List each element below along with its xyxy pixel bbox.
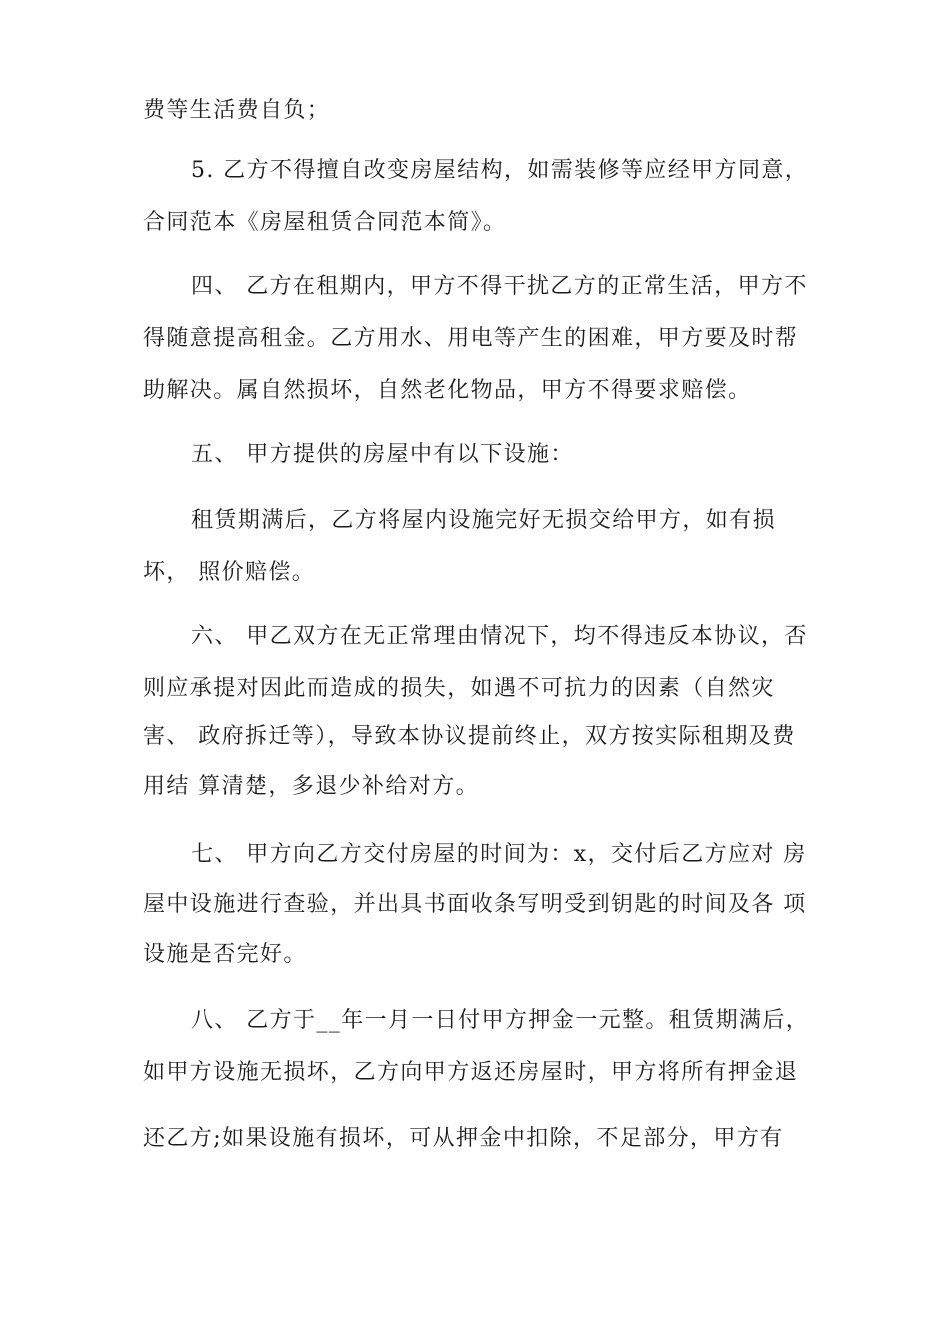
text-line: 设施是否完好。 (143, 942, 307, 967)
text-line: 五、 甲方提供的房屋中有以下设施： (191, 442, 574, 467)
text-line: 屋中设施进行查验，并出具书面收条写明受到钥匙的时间及各 项 (143, 892, 807, 917)
text-line: 害、 政府拆迁等），导致本协议提前终止，双方按实际租期及费 (143, 724, 796, 749)
text-line: 5. 乙方不得擅自改变房屋结构，如需装修等应经甲方同意， (191, 158, 809, 183)
text-line: 八、 乙方于__年一月一日付甲方押金一元整。租赁期满后， (191, 1008, 810, 1033)
text-line: 费等生活费自负； (143, 98, 331, 123)
text-line: 则应承提对因此而造成的损失，如遇不可抗力的因素（自然灾 (143, 676, 775, 701)
text-line: 坏， 照价赔偿。 (143, 560, 316, 585)
text-line: 七、 甲方向乙方交付房屋的时间为：x，交付后乙方应对 房 (191, 842, 807, 867)
text-line: 四、 乙方在租期内，甲方不得干扰乙方的正常生活，甲方不 (191, 274, 808, 299)
text-line: 用结 算清楚，多退少补给对方。 (143, 774, 479, 799)
text-line: 租赁期满后，乙方将屋内设施完好无损交给甲方，如有损 (191, 508, 777, 533)
text-line: 得随意提高租金。乙方用水、用电等产生的困难，甲方要及时帮 (143, 326, 799, 351)
text-line: 如甲方设施无损坏，乙方向甲方返还房屋时，甲方将所有押金退 (143, 1060, 799, 1085)
text-line: 合同范本《房屋租赁合同范本简》。 (143, 210, 507, 235)
text-line: 还乙方;如果设施有损坏，可从押金中扣除，不足部分，甲方有 (143, 1126, 784, 1151)
text-line: 助解决。属自然损坏，自然老化物品，甲方不得要求赔偿。 (143, 378, 752, 403)
text-line: 六、 甲乙双方在无正常理由情况下，均不得违反本协议，否 (191, 624, 808, 649)
